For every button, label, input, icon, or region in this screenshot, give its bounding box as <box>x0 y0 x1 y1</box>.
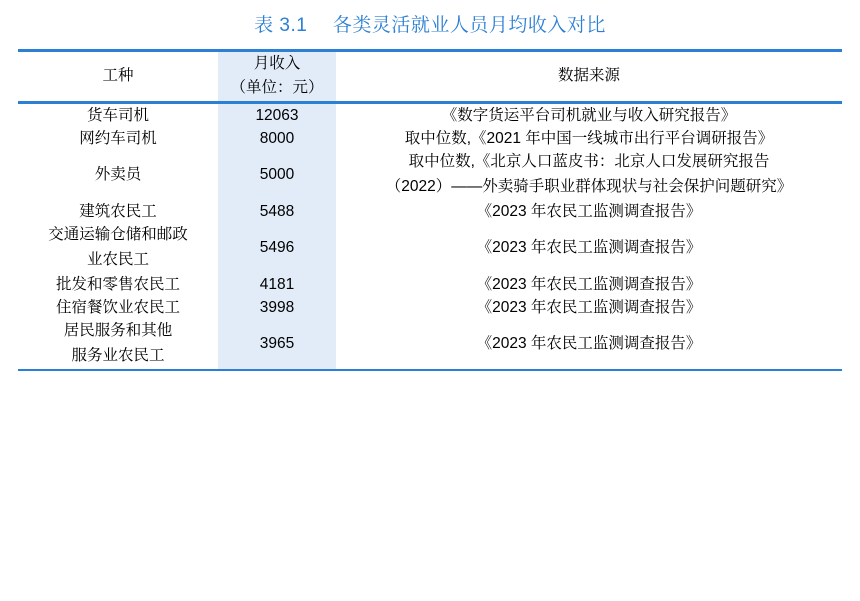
cell-source-line2: （2022）——外卖骑手职业群体现状与社会保护问题研究》 <box>385 177 793 195</box>
header-income-line2: （单位：元） <box>230 79 324 97</box>
table-row <box>18 223 842 273</box>
header-income-line1: 月收入 <box>253 54 301 72</box>
cell-source: 《数字货运平台司机就业与收入研究报告》 <box>441 106 737 124</box>
cell-source: 《2023 年农民工监测调查报告》 <box>476 239 702 257</box>
cell-source: 《2023 年农民工监测调查报告》 <box>476 202 702 220</box>
table-bottom-rule <box>18 369 842 372</box>
table-title-text: 各类灵活就业人员月均收入对比 <box>332 15 606 36</box>
table-row <box>18 127 842 150</box>
cell-income: 12063 <box>218 104 336 127</box>
cell-source-line1: 取中位数,《北京人口蓝皮书：北京人口发展研究报告 <box>408 153 770 171</box>
cell-income: 5488 <box>218 200 336 223</box>
income-comparison-body <box>18 104 842 369</box>
header-cell-source: 数据来源 <box>557 67 620 85</box>
income-comparison-table <box>18 52 842 102</box>
cell-job <box>18 223 218 273</box>
cell-income: 3965 <box>218 319 336 369</box>
cell-job: 住宿餐饮业农民工 <box>55 298 180 316</box>
cell-job <box>18 319 218 369</box>
table-title <box>0 0 860 49</box>
cell-job: 货车司机 <box>86 106 149 124</box>
header-cell-income <box>218 52 336 102</box>
cell-job: 批发和零售农民工 <box>55 275 180 293</box>
cell-job-line1: 交通运输仓储和邮政 <box>48 225 188 243</box>
cell-income: 3998 <box>218 296 336 319</box>
cell-job: 外卖员 <box>94 166 142 184</box>
table-header-row <box>18 52 842 102</box>
table-row <box>18 150 842 200</box>
cell-source: 《2023 年农民工监测调查报告》 <box>476 335 702 353</box>
table-row <box>18 104 842 127</box>
cell-job: 建筑农民工 <box>79 202 157 220</box>
cell-income: 5496 <box>218 223 336 273</box>
cell-job: 网约车司机 <box>79 129 157 147</box>
table-row <box>18 319 842 369</box>
cell-source <box>336 150 842 200</box>
cell-income: 8000 <box>218 127 336 150</box>
cell-source: 《2023 年农民工监测调查报告》 <box>476 275 702 293</box>
cell-source: 取中位数,《2021 年中国一线城市出行平台调研报告》 <box>404 129 774 147</box>
cell-job-line2: 业农民工 <box>86 250 149 268</box>
table-row <box>18 296 842 319</box>
cell-income: 5000 <box>218 150 336 200</box>
cell-job-line1: 居民服务和其他 <box>63 322 173 340</box>
header-cell-job: 工种 <box>102 67 134 85</box>
table-row <box>18 273 842 296</box>
cell-source: 《2023 年农民工监测调查报告》 <box>476 298 702 316</box>
table-title-label: 表 3.1 <box>254 15 308 36</box>
cell-income: 4181 <box>218 273 336 296</box>
cell-job-line2: 服务业农民工 <box>71 346 165 364</box>
table-row <box>18 200 842 223</box>
